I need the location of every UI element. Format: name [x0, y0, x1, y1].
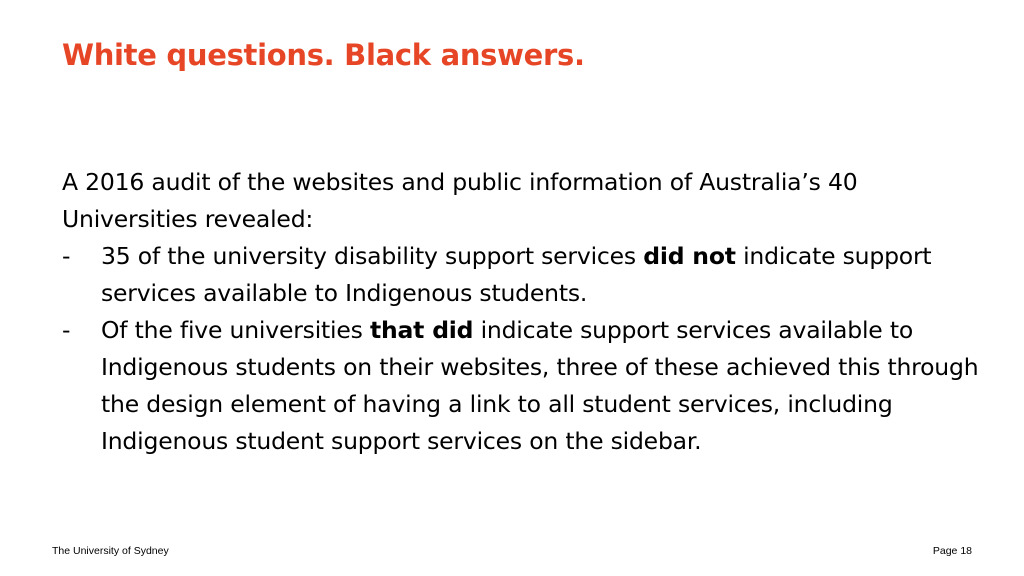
slide-title: White questions. Black answers.: [62, 38, 585, 72]
bullet-text: 35 of the university disability support services: [101, 242, 644, 270]
bullet-emphasis: did not: [643, 242, 736, 270]
bullet-text: indicate support services available to Indigenous students on their websites, three of these achieved this through the design element of having a link to all student services, including Indigenous student support services on the sidebar.: [101, 316, 979, 455]
bullet-emphasis: that did: [369, 316, 474, 344]
footer-organization: The University of Sydney: [52, 545, 169, 557]
page-number: Page 18: [932, 545, 972, 557]
bullet-item: [62, 238, 982, 312]
slide-body: [62, 164, 982, 460]
bullet-list: [62, 238, 982, 460]
bullet-marker: -: [62, 316, 71, 344]
intro-paragraph: A 2016 audit of the websites and public information of Australia’s 40 Universities revealed:: [62, 168, 858, 233]
bullet-item: [62, 312, 982, 460]
bullet-text: Of the five universities: [101, 316, 370, 344]
bullet-marker: -: [62, 242, 71, 270]
bullet-text: indicate support services available to Indigenous students.: [101, 242, 932, 307]
